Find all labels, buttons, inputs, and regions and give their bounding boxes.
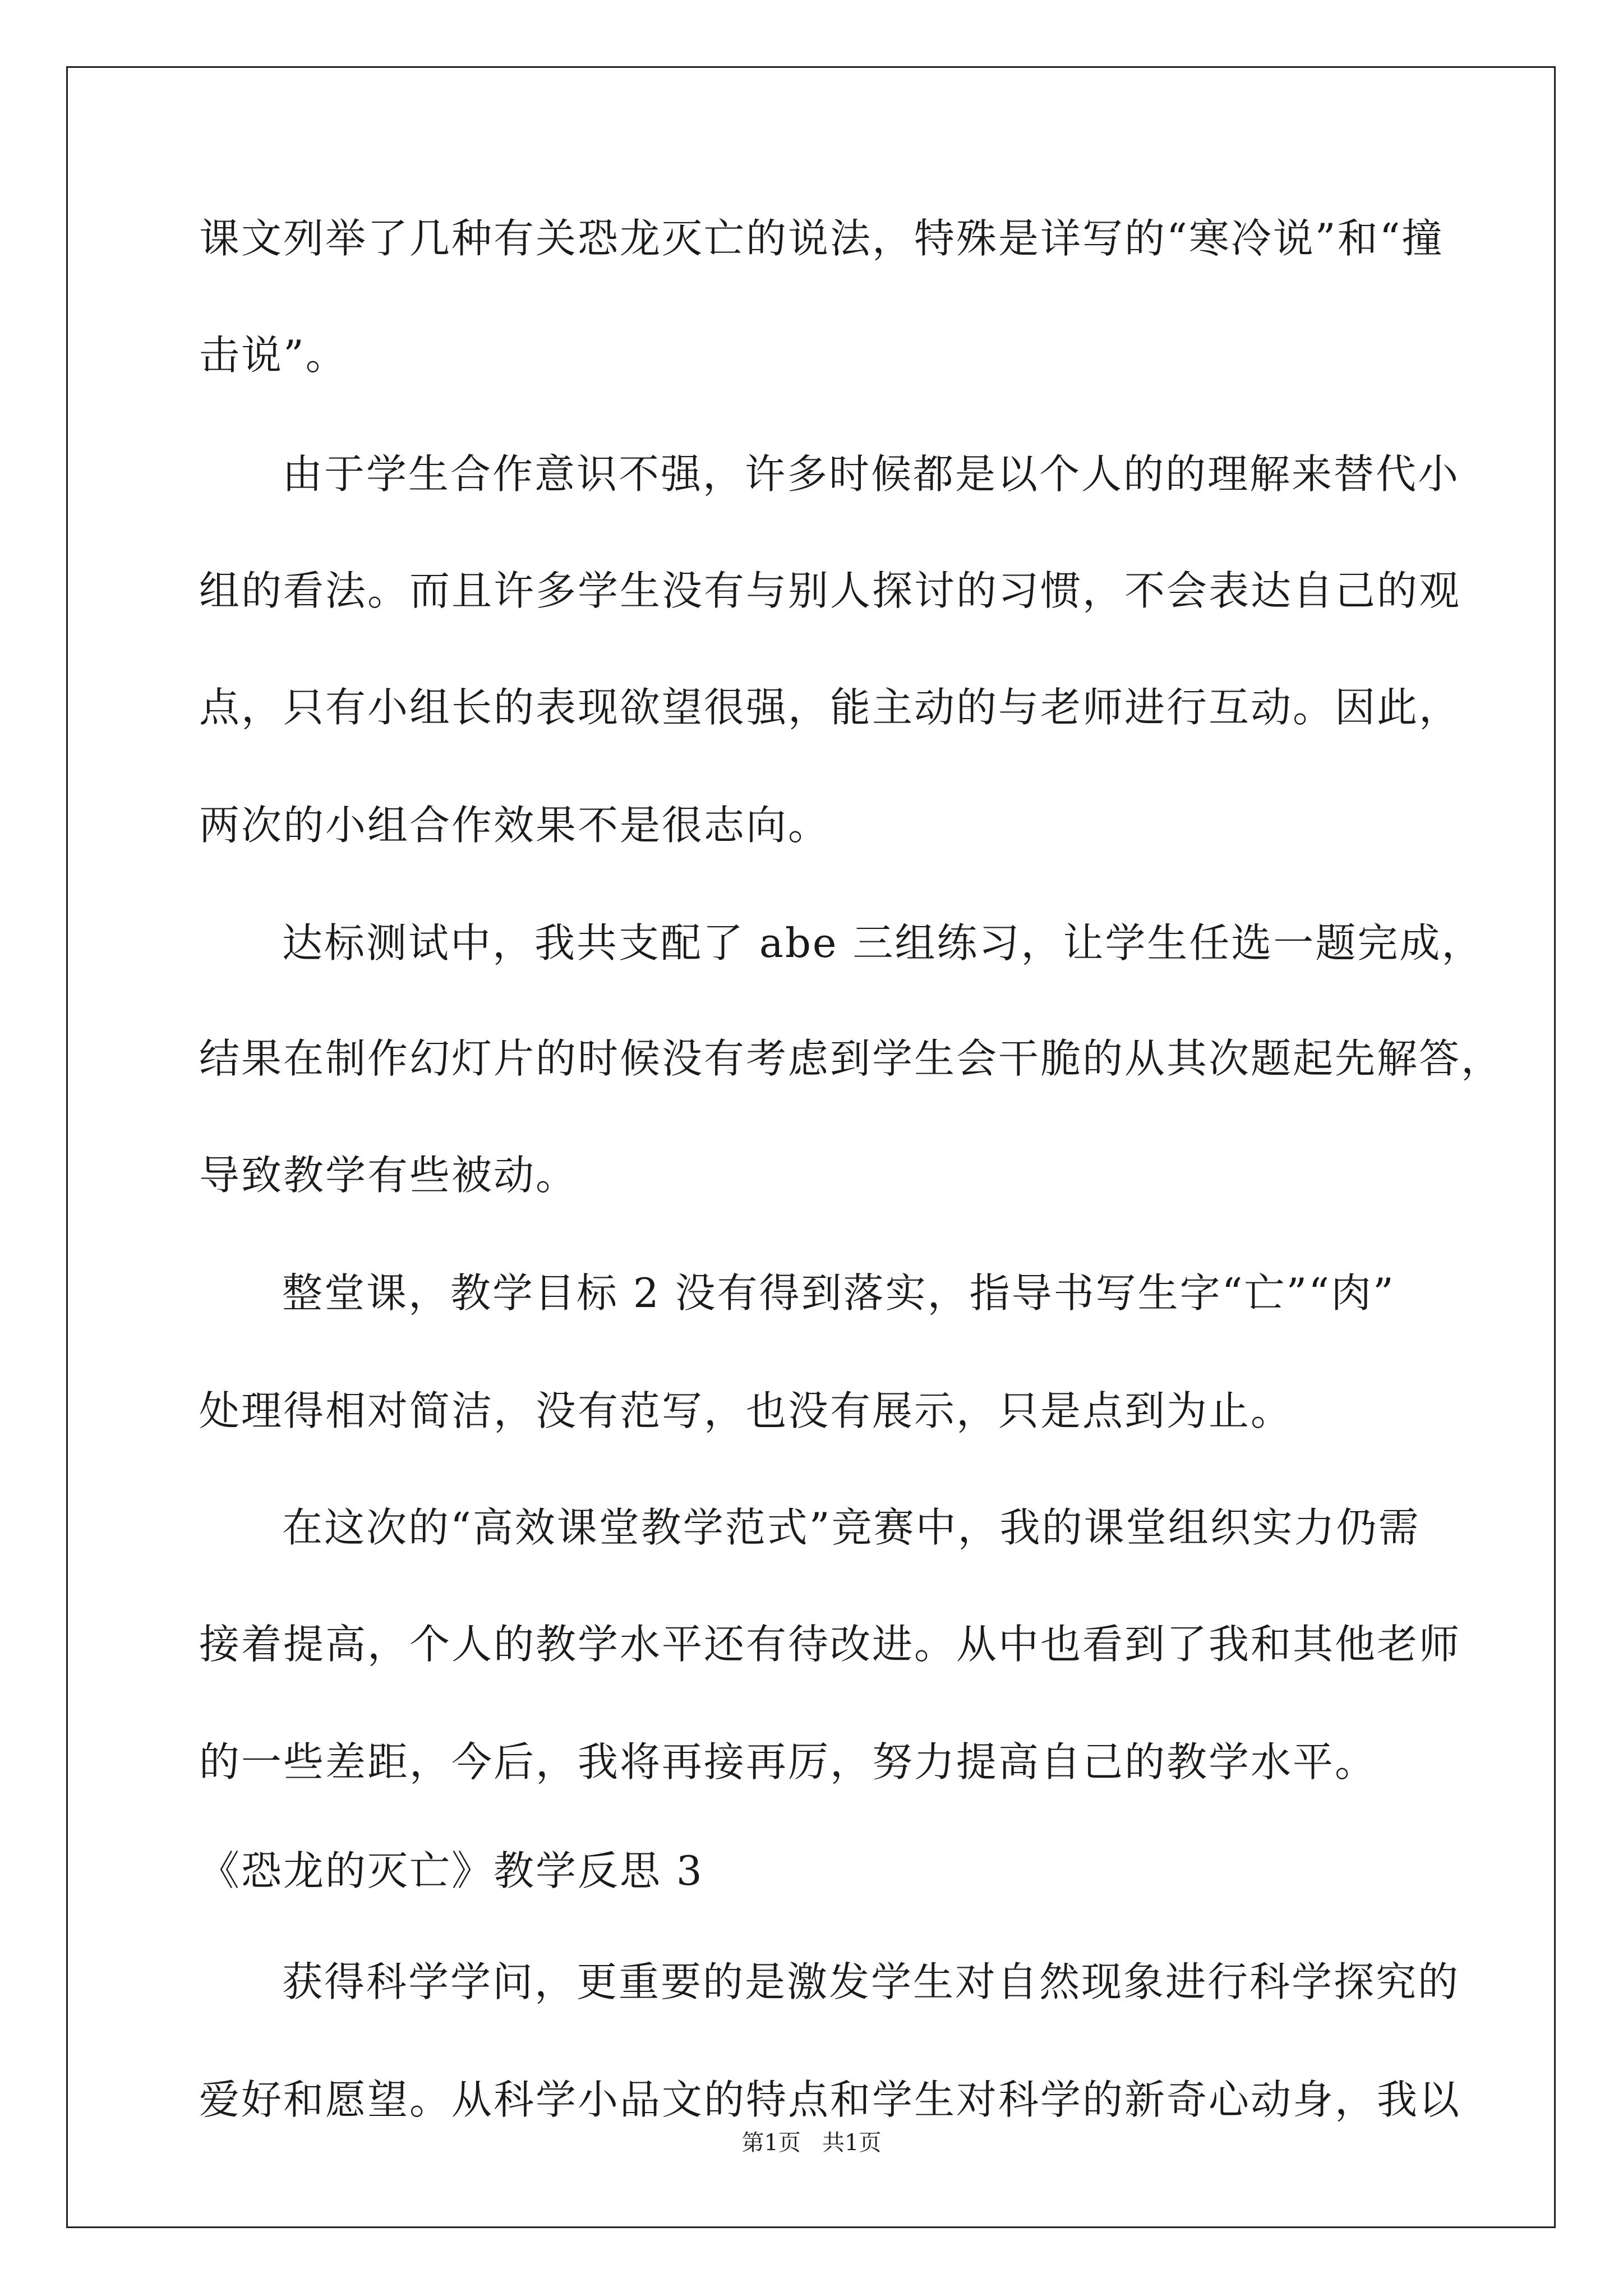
page-footer: 第1页 共1页: [741, 2130, 882, 2156]
text-line: 导致教学有些被动。: [199, 1152, 578, 1199]
paragraph-start-line: 由于学生合作意识不强，许多时候都是以个人的的理解来替代小: [282, 450, 1460, 498]
text-line: 处理得相对简洁，没有范写，也没有展示，只是点到为止。: [199, 1387, 1293, 1434]
paragraph-start-line: 在这次的“高效课堂教学范式”竞赛中，我的课堂组织实力仍需: [282, 1504, 1421, 1551]
text-line: 两次的小组合作效果不是很志向。: [199, 802, 831, 849]
text-line: 的一些差距，今后，我将再接再厉，努力提高自己的教学水平。: [199, 1738, 1377, 1786]
text-line: 组的看法。而且许多学生没有与别人探讨的习惯，不会表达自己的观: [199, 567, 1461, 614]
paragraph-start-line: 整堂课，教学目标 2 没有得到落实，指导书写生字“亡”“肉”: [282, 1269, 1395, 1317]
paragraph-start-line: 达标测试中，我共支配了 abe 三组练习，让学生任选一题完成，: [282, 919, 1484, 967]
page-frame: [66, 66, 1556, 2228]
text-line: 课文列举了几种有关恐龙灭亡的说法，特殊是详写的“寒冷说”和“撞: [199, 215, 1444, 262]
section-heading: 《恐龙的灭亡》教学反思 3: [199, 1847, 704, 1894]
text-line: 结果在制作幻灯片的时候没有考虑到学生会干脆的从其次题起先解答，: [199, 1035, 1504, 1082]
paragraph-start-line: 获得科学学问，更重要的是激发学生对自然现象进行科学探究的: [282, 1958, 1460, 2005]
text-line: 击说”。: [199, 332, 348, 379]
text-line: 点，只有小组长的表现欲望很强，能主动的与老师进行互动。因此，: [199, 684, 1461, 731]
text-line: 接着提高，个人的教学水平还有待改进。从中也看到了我和其他老师: [199, 1621, 1461, 1668]
text-line: 爱好和愿望。从科学小品文的特点和学生对科学的新奇心动身，我以: [199, 2076, 1461, 2123]
